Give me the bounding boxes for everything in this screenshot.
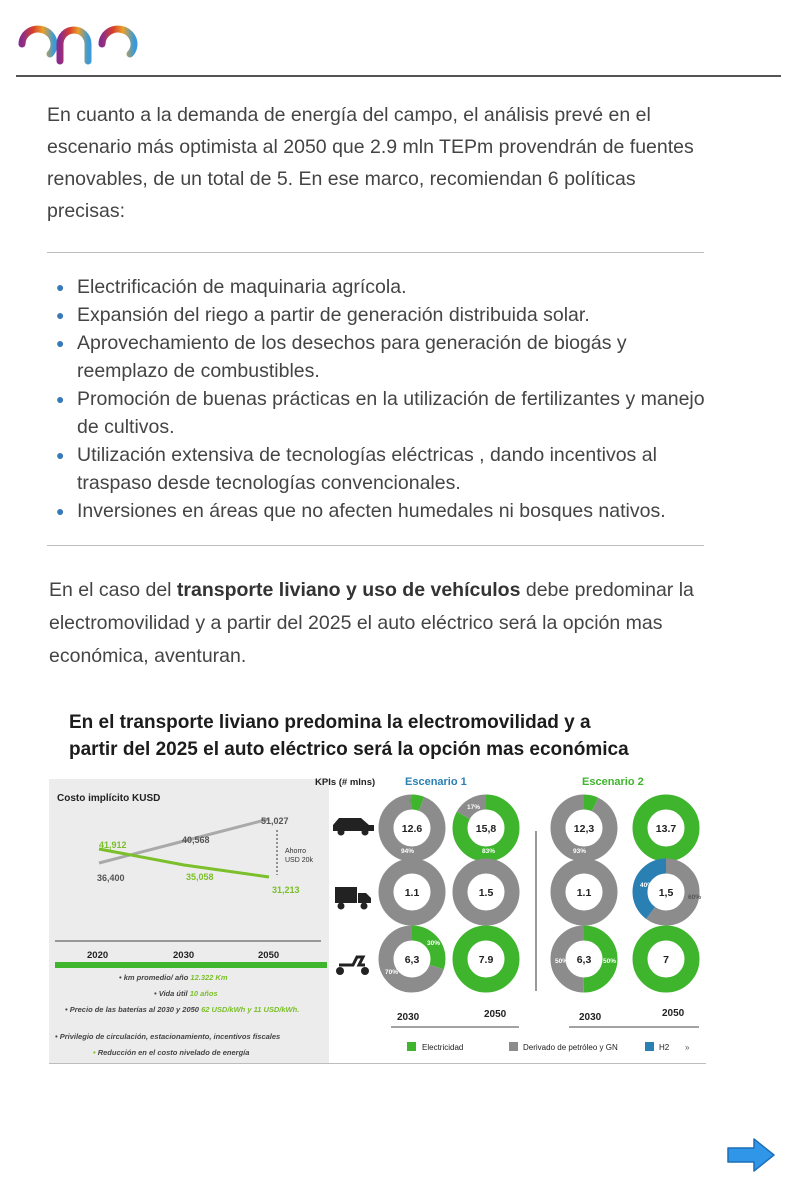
- donut-value: 7.9: [478, 954, 494, 966]
- transport-text-bold: transporte liviano y uso de vehículos: [176, 579, 521, 601]
- value-label: 41,912: [99, 840, 127, 850]
- list-item: [56, 301, 716, 329]
- list-item-text: Electrificación de maquinaria agrícola.: [77, 276, 407, 298]
- site-header: [16, 0, 781, 77]
- list-item-text: Inversiones en áreas que no afecten humedales ni bosques nativos.: [77, 500, 666, 522]
- donut-value: 6,3: [576, 954, 592, 966]
- assumption-label: • Reducción en el costo nivelado de energía: [93, 1048, 250, 1057]
- kpis-label: KPIs (# mlns): [315, 777, 376, 788]
- transport-paragraph: [49, 574, 709, 673]
- donut-value: 7: [663, 954, 669, 966]
- pct-label: 7%: [585, 800, 595, 807]
- divider-bottom: [47, 545, 704, 546]
- legend-more: »: [685, 1043, 690, 1052]
- infographic-svg: [49, 703, 706, 1063]
- infographic-figure: [49, 703, 706, 1064]
- assumption-label: • Precio de las baterías al 2030 y 2050 62 USD/kWh y 11 USD/kWh.: [65, 1005, 300, 1014]
- enel-logo-graphic: [16, 6, 176, 68]
- year-label: 2030: [397, 1012, 420, 1023]
- cost-chart-title: Costo implícito KUSD: [57, 793, 161, 804]
- list-item: [56, 441, 716, 497]
- legend-swatch-derivado: [509, 1042, 518, 1051]
- pct-label: 30%: [427, 940, 441, 947]
- legend-swatch-h2: [645, 1042, 654, 1051]
- assumption-label: • Privilegio de circulación, estacionamiento, incentivos fiscales: [55, 1032, 281, 1041]
- value-label: 31,213: [272, 885, 300, 895]
- donut-value: 12,3: [573, 823, 595, 835]
- savings-label: Ahorro: [285, 848, 307, 855]
- pct-label: 6%: [409, 798, 419, 805]
- year-label: 2030: [173, 950, 195, 961]
- pct-label: 40%: [640, 882, 654, 889]
- scenario-1-label: Escenario 1: [405, 776, 467, 788]
- legend-label: H2: [659, 1043, 670, 1052]
- intro-paragraph: En cuanto a la demanda de energía del campo, el análisis prevé en el escenario más optimista al 2050 que 2.9 mln TEPm provendrán de fuentes renovables, de un total de 5. En ese marco, recomiendan 6 políticas precisas:: [47, 104, 694, 222]
- policy-list: [56, 273, 716, 525]
- assumption-label: • Vida útil 10 años: [154, 989, 218, 998]
- list-item-text: Expansión del riego a partir de generación distribuida solar.: [77, 304, 590, 326]
- scenario-2-label: Escenario 2: [582, 776, 644, 788]
- list-item-text: Promoción de buenas prácticas en la utilización de fertilizantes y manejo de cultivos.: [77, 388, 705, 438]
- transport-text-before: En el caso del: [49, 579, 177, 601]
- pct-label: 93%: [573, 848, 587, 855]
- year-label: 2050: [662, 1008, 685, 1019]
- enel-logo[interactable]: [16, 6, 176, 73]
- pct-label: 50%: [555, 958, 569, 965]
- pct-label: 50%: [603, 958, 617, 965]
- value-label: 40,568: [182, 835, 210, 845]
- assumption-label: • km promedio/ año 12.322 Km: [119, 973, 228, 982]
- pct-label: 83%: [482, 848, 496, 855]
- list-item-text: Utilización extensiva de tecnologías eléctricas , dando incentivos al traspaso desde tecnologías convencionales.: [77, 444, 657, 494]
- donut-value: 13.7: [655, 823, 677, 835]
- donut-grid: [386, 802, 692, 985]
- value-label: 36,400: [97, 873, 125, 883]
- year-label: 2020: [87, 950, 109, 961]
- list-item: [56, 385, 716, 441]
- list-item-text: Aprovechamiento de los desechos para generación de biogás y reemplazo de combustibles.: [77, 332, 627, 382]
- bullet-icon: ●: [56, 447, 65, 463]
- bullet-icon: ●: [56, 279, 65, 295]
- bullet-icon: ●: [56, 503, 65, 519]
- figure-title-line-2: partir del 2025 el auto eléctrico será la opción mas económica: [69, 739, 629, 760]
- bullet-icon: ●: [56, 335, 65, 351]
- donut-value: 1.1: [576, 887, 592, 899]
- pct-label: 94%: [401, 848, 415, 855]
- legend-label: Electricidad: [422, 1043, 464, 1052]
- scooter-icon: [336, 957, 369, 975]
- list-item: [56, 329, 716, 385]
- year-label: 2030: [579, 1012, 602, 1023]
- list-item: [56, 273, 716, 301]
- bullet-icon: ●: [56, 307, 65, 323]
- divider-top: [47, 252, 704, 253]
- savings-value: USD 20k: [285, 857, 314, 864]
- legend-swatch-electricidad: [407, 1042, 416, 1051]
- green-band: [55, 962, 327, 968]
- value-label: 51,027: [261, 816, 289, 826]
- pct-label: 70%: [385, 969, 399, 976]
- list-item: [56, 497, 716, 525]
- year-label: 2050: [258, 950, 280, 961]
- next-page-button[interactable]: [724, 1135, 778, 1175]
- donut-value: 6,3: [404, 954, 420, 966]
- value-label: 35,058: [186, 872, 214, 882]
- donut-value: 1,5: [658, 887, 674, 899]
- truck-icon: [335, 887, 371, 910]
- donut-value: 1.5: [478, 887, 494, 899]
- donut-value: 1.1: [404, 887, 420, 899]
- year-label: 2050: [484, 1009, 507, 1020]
- donut-value: 15,8: [475, 823, 497, 835]
- legend-label: Derivado de petróleo y GN: [523, 1043, 618, 1052]
- arrow-right-icon: [724, 1135, 778, 1175]
- bullet-icon: ●: [56, 391, 65, 407]
- donut-value: 12.6: [401, 823, 423, 835]
- car-icon: [333, 818, 374, 836]
- pct-label: 60%: [688, 894, 702, 901]
- figure-title-line-1: En el transporte liviano predomina la electromovilidad y a: [69, 712, 591, 733]
- transport-text-after: debe predominar la electromovilidad y a partir del 2025 el auto eléctrico será la opción mas económica, aventuran.: [49, 579, 694, 667]
- pct-label: 17%: [467, 804, 481, 811]
